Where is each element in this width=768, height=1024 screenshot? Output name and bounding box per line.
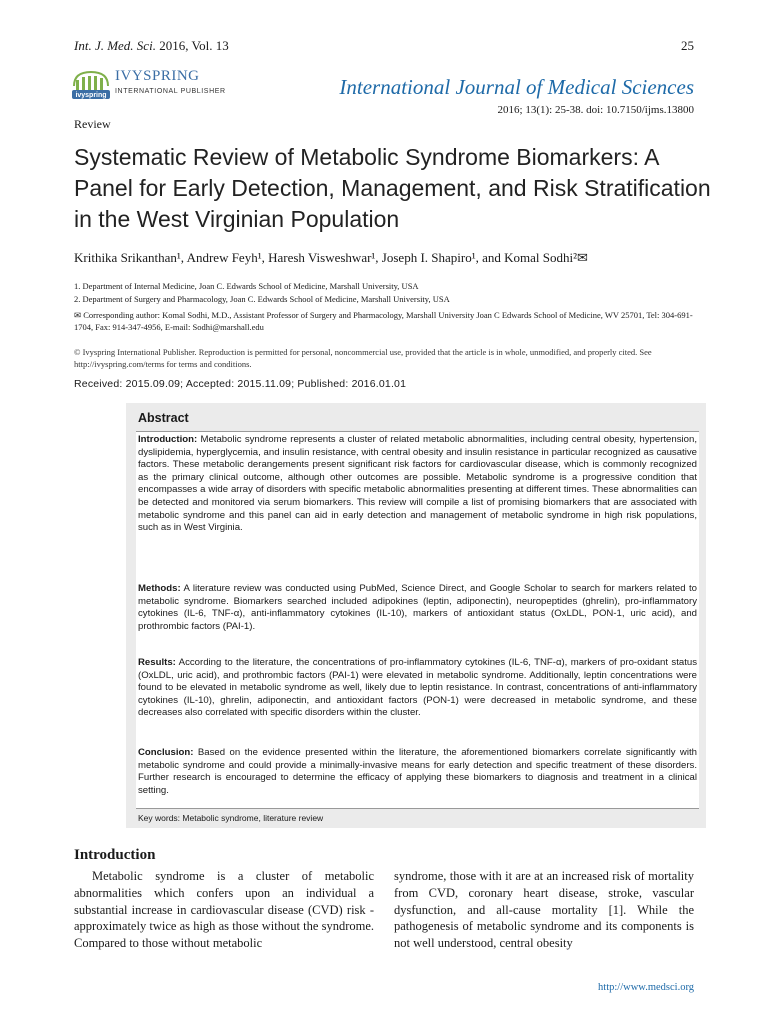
year-volume: 2016, Vol. 13 <box>155 38 229 53</box>
methods-label: Methods: <box>138 583 181 594</box>
copyright-notice: © Ivyspring International Publisher. Reproduction is permitted for personal, noncommercial use, provided that the article is in whole, unmodified, and properly cited. See http://ivyspring.com/terms for terms and conditions. <box>74 347 652 369</box>
publication-dates: Received: 2015.09.09; Accepted: 2015.11.09; Published: 2016.01.01 <box>74 378 407 390</box>
abstract-conclusion <box>138 747 697 797</box>
introduction-heading: Introduction <box>74 847 156 863</box>
keywords: Key words: Metabolic syndrome, literature review <box>138 813 324 823</box>
results-text: According to the literature, the concentrations of pro-inflammatory cytokines (IL-6, TNF-α), markers of pro-oxidant status (OxLDL, uric acid), and prothrombic factors (PAI-1) were elevated in metabolic syndrome. Additionally, leptin concentrations were found to be elevated in metabolic syndrome as well, likely due to leptin resistance. In contrast, concentrations of anti-inflammatory cytokines (IL-10), ghrelin, adiponectin, and antioxidant factors (PON-1) were decreased in metabolic syndrome, and these decreases also correlated with specific disorders within the cluster. <box>138 657 697 719</box>
abstract-introduction <box>138 434 697 535</box>
conclusion-text: Based on the evidence presented within the literature, the aforementioned biomarkers correlate significantly with metabolic syndrome and could provide a minimally-invasive means for early detection and specific treatment of these disorders. Further research is encouraged to determine the efficacy of applying these biomarkers to diagnosis and treatment in a clinical setting. <box>138 747 697 796</box>
author-list: Krithika Srikanthan¹, Andrew Feyh¹, Haresh Visweshwar¹, Joseph I. Shapiro¹, and Komal Sodhi²✉ <box>74 250 588 265</box>
logo-mark-text: ivyspring <box>75 92 107 99</box>
affiliation-1: 1. Department of Internal Medicine, Joan C. Edwards School of Medicine, Marshall University, USA <box>74 281 419 291</box>
introduction-label: Introduction: <box>138 434 198 445</box>
introduction-text: Metabolic syndrome represents a cluster of related metabolic abnormalities, including central obesity, hypertension, dyslipidemia, hyperglycemia, and insulin resistance, with central obesity and insulin resistance in particular recognized as causative factors. These metabolic derangements present significant risk factors for cardiovascular disease, which is commonly recognized as the primary clinical outcome, although other outcomes are possible. Metabolic syndrome is a progressive condition that encompasses a wide array of disorders with specific metabolic abnormalities presenting at different times. These abnormalities can be detected and monitored via serum biomarkers. This review will compile a list of promising biomarkers that are associated with metabolic syndrome and this panel can aid in early detection and management of metabolic syndrome in high risk populations, such as in West Virginia. <box>138 434 697 534</box>
intro-column-right: syndrome, those with it are at an increased risk of mortality from CVD, coronary heart disease, stroke, vascular dysfunction, and all-cause mortality [1]. While the pathogenesis of metabolic syndrome and its components is not well understood, central obesity <box>394 869 694 951</box>
citation: 2016; 13(1): 25-38. doi: 10.7150/ijms.13800 <box>497 104 694 116</box>
abstract-heading: Abstract <box>138 411 189 425</box>
ivyspring-logo-icon <box>70 68 112 102</box>
running-header <box>74 38 229 54</box>
page-number: 25 <box>681 38 694 53</box>
affiliation-2: 2. Department of Surgery and Pharmacology, Joan C. Edwards School of Medicine, Marshall University, USA <box>74 294 450 304</box>
article-title: Systematic Review of Metabolic Syndrome Biomarkers: A Panel for Early Detection, Management, and Risk Stratification in the West Virginian Population <box>74 144 711 232</box>
abstract-results <box>138 657 697 720</box>
article-type: Review <box>74 117 111 131</box>
intro-column-left: Metabolic syndrome is a cluster of metabolic abnormalities which confers upon an individual a substantial increase in cardiovascular disease (CVD) risk - approximately twice as high as those without the syndrome. Compared to those without metabolic <box>74 869 374 951</box>
publisher-subtitle: INTERNATIONAL PUBLISHER <box>115 88 226 95</box>
results-label: Results: <box>138 657 176 668</box>
conclusion-label: Conclusion: <box>138 747 194 758</box>
footer-website-link[interactable]: http://www.medsci.org <box>598 982 694 993</box>
publisher-name: IVYSPRING <box>115 68 200 84</box>
methods-text: A literature review was conducted using PubMed, Science Direct, and Google Scholar to search for markers related to metabolic syndrome. Biomarkers searched included adipokines (leptin, adiponectin), neuropeptides (ghrelin), pro-inflammatory cytokines (IL-6, TNF-α), anti-inflammatory cytokines (IL-10), markers of antioxidant status (OxLDL, PON-1, uric acid), and prothrombic factors (PAI-1). <box>138 583 697 632</box>
corresponding-author: ✉ Corresponding author: Komal Sodhi, M.D., Assistant Professor of Surgery and Pharmacology, Marshall University Joan C Edwards School of Medicine, WV 25701, Tel: 304-691-1704, Fax: 914-347-4956, E-mail: Sodhi@marshall.edu <box>74 310 693 332</box>
abstract-methods <box>138 583 697 633</box>
journal-name: International Journal of Medical Sciences <box>339 75 694 99</box>
journal-abbrev: Int. J. Med. Sci. <box>74 38 156 53</box>
